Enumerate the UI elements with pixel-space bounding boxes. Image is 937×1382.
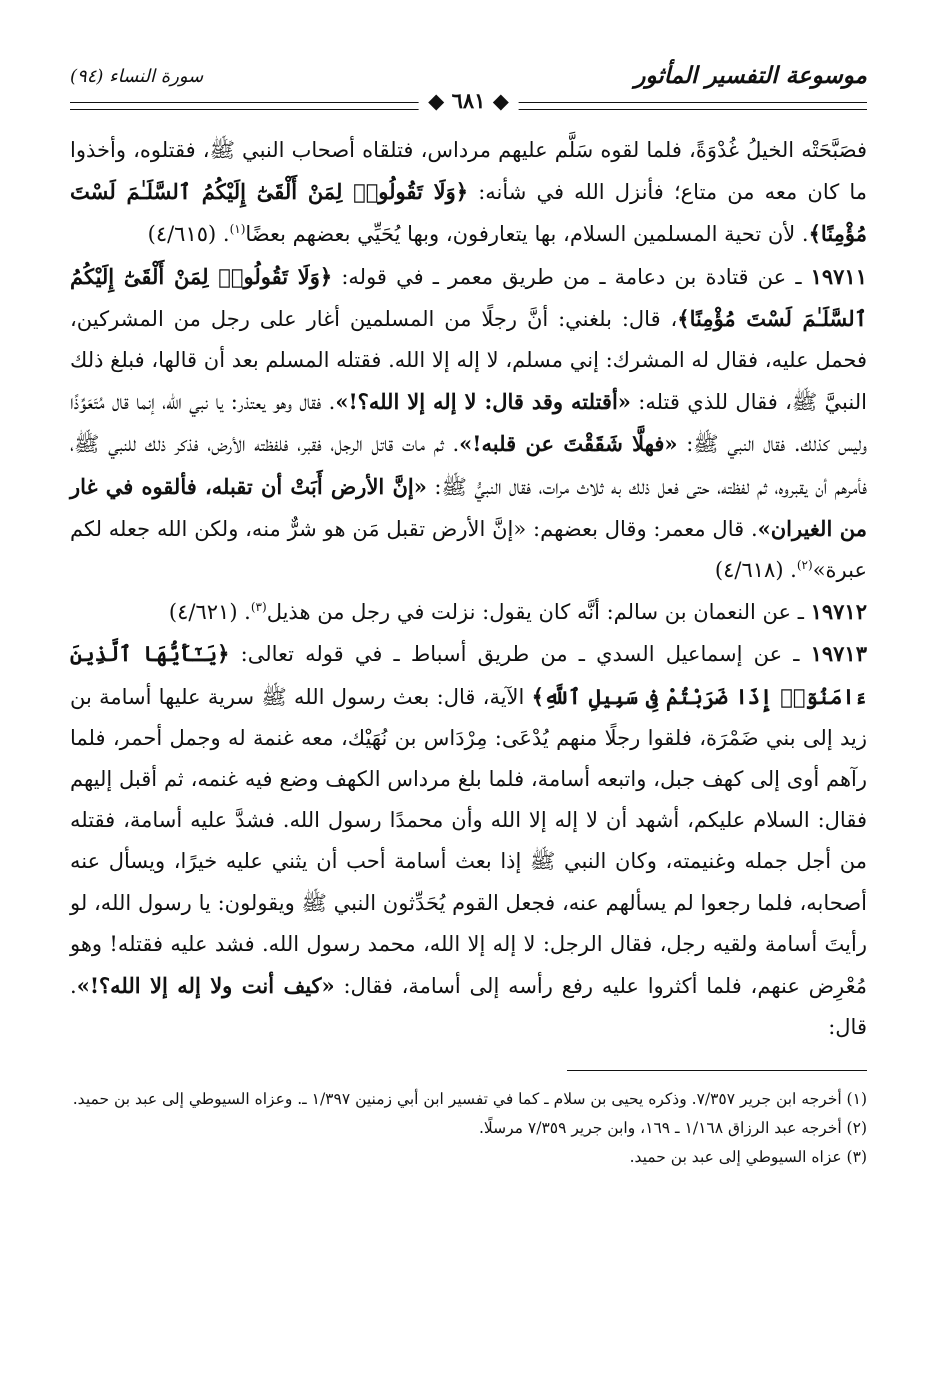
page-header [70, 44, 867, 113]
paragraph [70, 130, 867, 256]
text: الآية، قال: بعث رسول الله ﷺ سرية عليها أسامة بن زيد إلى بني ضَمْرَة، فلقوا رجلًا منهم يُدْعَى: مِرْدَاس بن نُهَيْك، معه غنمة له وجمل أحمر، فلما رآهم أوى إلى كهف جبل، واتبعه أسامة، فلما بلغ مرداس الكهف وضع فيه غنمه، ثم أقبل إليهم فقال: السلام عليكم، أشهد أن لا إله إلا الله وأن محمدًا رسول الله. فشدَّ عليه أسامة، فقتله من أجل جمله وغنيمته، وكان النبي ﷺ إذا بعث أسامة أحب أن يثني عليه خيرًا، ويسأل عنه أصحابه، فلما رجعوا لم يسألهم عنه، فجعل القوم يُحَدِّثون النبي ﷺ ويقولون: يا رسول الله، لو رأيتَ أسامة ولقيه رجل، فقال الرجل: لا إله إلا الله، محمد رسول الله. فشد عليه فقتله! وهو مُعْرِض عنهم، فلما أكثروا عليه رفع رأسه إلى أسامة، فقال: [70, 684, 867, 999]
footnote-marker: (١) [229, 222, 246, 237]
footnote-marker: (٣) [250, 600, 267, 615]
prophet-quote: «كيف أنت ولا إله إلا الله؟!» [76, 973, 335, 999]
text: . قال: [70, 974, 867, 1040]
text: فصَبَّحَتْه الخيلُ غُدْوَةً، فلما لقوه سَلَّم عليهم مرداس، فتلقاه أصحاب النبي ﷺ، فقتلوه، وأخذوا ما كان معه من متاع؛ فأنزل الله في شأنه: [70, 138, 867, 205]
prophet-quote: «فهلَّا شَقَقْتَ عن قلبه!» [459, 431, 678, 457]
footnote: (١) أخرجه ابن جرير ٧/٣٥٧. وذكره يحيى بن سلام ـ كما في تفسير ابن أبي زمنين ١/٣٩٧ ـ. وعزاه السيوطي إلى عبد بن حميد. [72, 1090, 867, 1109]
footnotes [70, 1085, 867, 1172]
text: . ثم مات قاتل الرجل، فقبر، فلفظته الأرض، فذكر ذلك للنبي ﷺ، فأمرهم أن يقبروه، ثم لفظته، حتى فعل ذلك به ثلاث مرات، فقال النبيُّ ﷺ: [70, 432, 867, 499]
text: ـ عن قتادة بن دعامة ـ من طريق معمر ـ في قوله: [341, 264, 802, 289]
main-text [70, 130, 867, 1048]
entry-number: ١٩٧١٢ [810, 599, 867, 625]
footnote-separator [567, 1070, 867, 1071]
footnote: (٢) أخرجه عبد الرزاق ١/١٦٨ ـ ١٦٩، وابن جرير ٧/٣٥٩ مرسلًا. [478, 1119, 867, 1138]
text: . لأن تحية المسلمين السلام، بها يتعارفون، وبها يُحَيِّي بعضهم بعضًا [245, 222, 809, 247]
entry-number: ١٩٧١١ [810, 263, 867, 289]
text: ـ عن إسماعيل السدي ـ من طريق أسباط ـ في قوله تعالى: [240, 642, 800, 667]
page-number: ◆ ٦٨١ ◆ [418, 88, 519, 113]
hadith-entry [70, 256, 867, 592]
page-number-value: ٦٨١ [451, 88, 486, 113]
quran-verse: ﴿وَلَا تَقُولُوا۟ لِمَنْ أَلْقَىٰٓ إِلَيْكُمُ ٱلسَّلَـٰمَ لَسْتَ مُؤْمِنًا﴾ [70, 179, 867, 247]
text: ، قال: بلغني: أنَّ رجلًا من المسلمين أغار على رجل من المشركين، فحمل عليه، فقال له المشرك: إني مسلم، لا إله إلا الله. فقتله المسلم بعد أن قالها، فبلغ ذلك النبيَّ ﷺ، فقال للذي قتله: [70, 306, 867, 415]
text: ـ عن النعمان بن سالم: أنَّه كان يقول: نزلت في رجل من هذيل [266, 600, 804, 625]
quran-verse: ﴿يَـٰٓأَيُّهَا ٱلَّذِينَ ءَامَنُوٓا۟ إِذَا ضَرَبْتُمْ فِى سَبِيلِ ٱللَّهِ﴾ [70, 641, 867, 709]
footnote: (٣) عزاه السيوطي إلى عبد بن حميد. [629, 1148, 867, 1167]
quran-verse: ﴿وَلَا تَقُولُوا۟ لِمَنْ أَلْقَىٰٓ إِلَيْكُمُ ٱلسَّلَـٰمَ لَسْتَ مُؤْمِنًا﴾ [70, 263, 867, 331]
entry-number: ١٩٧١٣ [810, 641, 867, 667]
book-title: موسوعة التفسير المأثور [634, 62, 867, 89]
hadith-entry [70, 591, 867, 633]
volume-ref: . (٤/٦١٨) [714, 558, 797, 583]
text: . فقال وهو يعتذر: يا نبي الله، إنما قال مُتَعَوِّذًا وليس كذلك. فقال النبي ﷺ: [70, 390, 867, 457]
prophet-quote: «أقتلته وقد قال: لا إله إلا الله؟!» [335, 389, 631, 415]
surah-label: سورة النساء (٩٤) [70, 66, 204, 87]
prophet-quote: «إنَّ الأرض أَبَتْ أن تقبله، فألقوه في غار من الغيران» [70, 473, 867, 541]
footnote-marker: (٢) [796, 558, 813, 573]
volume-ref: . (٤/٦١٥) [147, 222, 230, 247]
hadith-entry [70, 633, 867, 1048]
volume-ref: . (٤/٦٢١) [168, 600, 251, 625]
text: . قال معمر: وقال بعضهم: «إنَّ الأرض تقبل مَن هو شرٌّ منه، ولكن الله جعله لكم عبرة» [70, 516, 867, 583]
